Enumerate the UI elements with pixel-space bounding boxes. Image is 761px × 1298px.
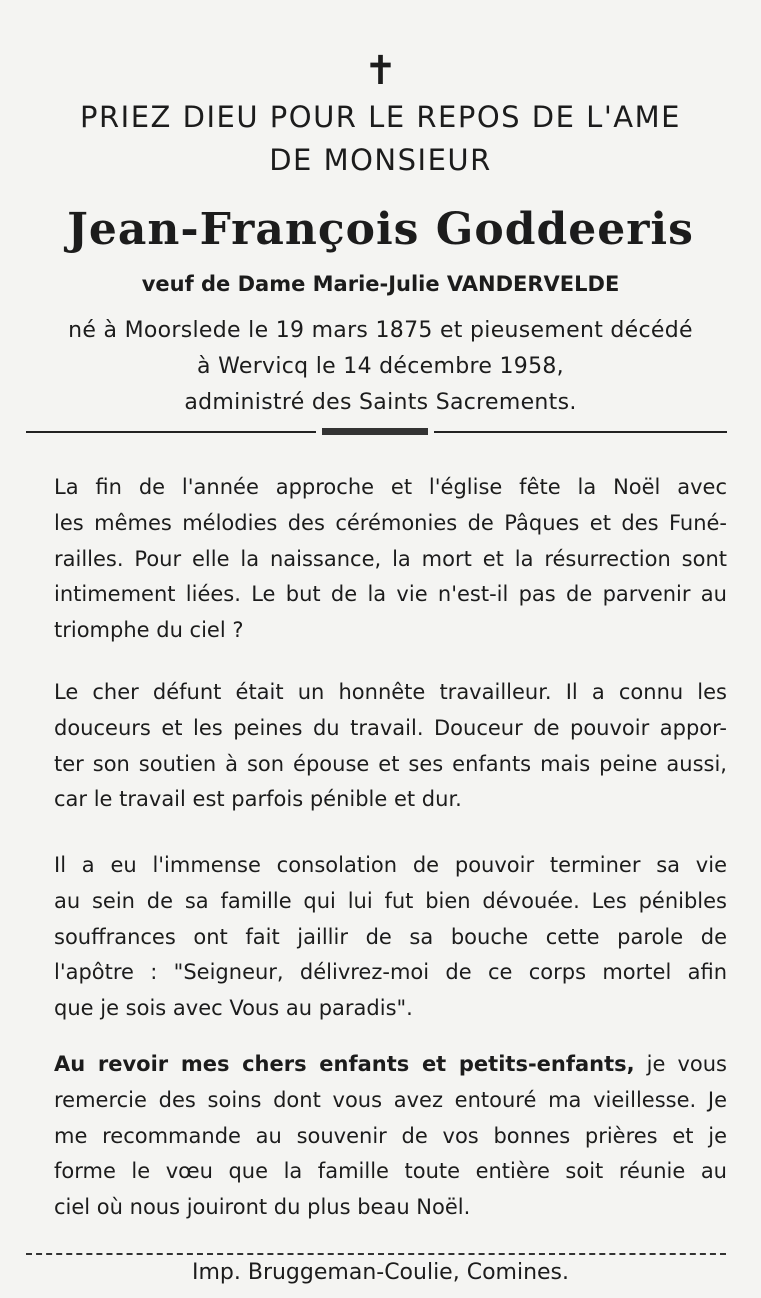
deceased-name: Jean-François Goddeeris [67,204,694,255]
text-line: forme le vœu que la famille toute entière soit réunie au [54,1159,727,1184]
text-line: souffrances ont fait jaillir de sa bouche cette parole de [54,924,727,949]
text-line: me recommande au souvenir de vos bonnes prières et je [54,1123,727,1148]
divider-ornament [322,428,428,435]
text-line: remercie des soins dont vous avez entouré ma vieillesse. Je [54,1087,727,1112]
text-line: Le cher défunt était un honnête travailleur. Il a connu les [54,680,727,704]
prayer-heading-2: DE MONSIEUR [269,143,492,177]
divider-right [434,431,727,433]
widow-line: veuf de Dame Marie-Julie VANDERVELDE [141,272,620,296]
text-line: l'apôtre : "Seigneur, délivrez-moi de ce corps mortel afin [54,960,727,985]
paragraph-3 [54,848,727,1027]
birth-line: né à Moorslede le 19 mars 1875 et pieusement décédé [68,318,693,343]
text-line: douceurs et les peines du travail. Douceur de pouvoir appor- [54,715,727,740]
text-line: La fin de l'année approche et l'église fête la Noël avec [54,475,727,499]
text-line: les mêmes mélodies des cérémonies de Pâques et des Funé- [54,510,727,535]
text-line: ciel où nous jouiront du plus beau Noël. [54,1195,471,1220]
farewell-bold: Au revoir mes chers enfants et petits-enfants, [54,1052,635,1076]
text-line: railles. Pour elle la naissance, la mort et la résurrection sont [54,546,727,571]
printer-credit: Imp. Bruggeman-Coulie, Comines. [191,1260,570,1285]
death-line: à Wervicq le 14 décembre 1958, [197,354,564,379]
divider-left [26,431,316,433]
text-line: au sein de sa famille qui lui fut bien dévouée. Les pénibles [54,888,727,913]
sacraments-line: administré des Saints Sacrements. [184,390,577,415]
paragraph-1 [54,470,727,649]
text-fragment: je vous [634,1052,727,1076]
footer-divider [26,1253,726,1255]
text-line: car le travail est parfois pénible et dur. [54,787,462,812]
prayer-heading: PRIEZ DIEU POUR LE REPOS DE L'AME [80,100,681,134]
text-line: que je sois avec Vous au paradis". [54,996,413,1021]
cross-icon: ✝ [363,48,398,94]
paragraph-2 [54,675,727,818]
paragraph-4 [54,1047,727,1226]
text-line: intimement liées. Le but de la vie n'est-il pas de parvenir au [54,582,727,607]
text-line: triomphe du ciel ? [54,618,244,643]
text-line [54,1047,727,1083]
text-line: ter son soutien à son épouse et ses enfants mais peine aussi, [54,751,727,776]
text-line: Il a eu l'immense consolation de pouvoir terminer sa vie [54,853,727,877]
